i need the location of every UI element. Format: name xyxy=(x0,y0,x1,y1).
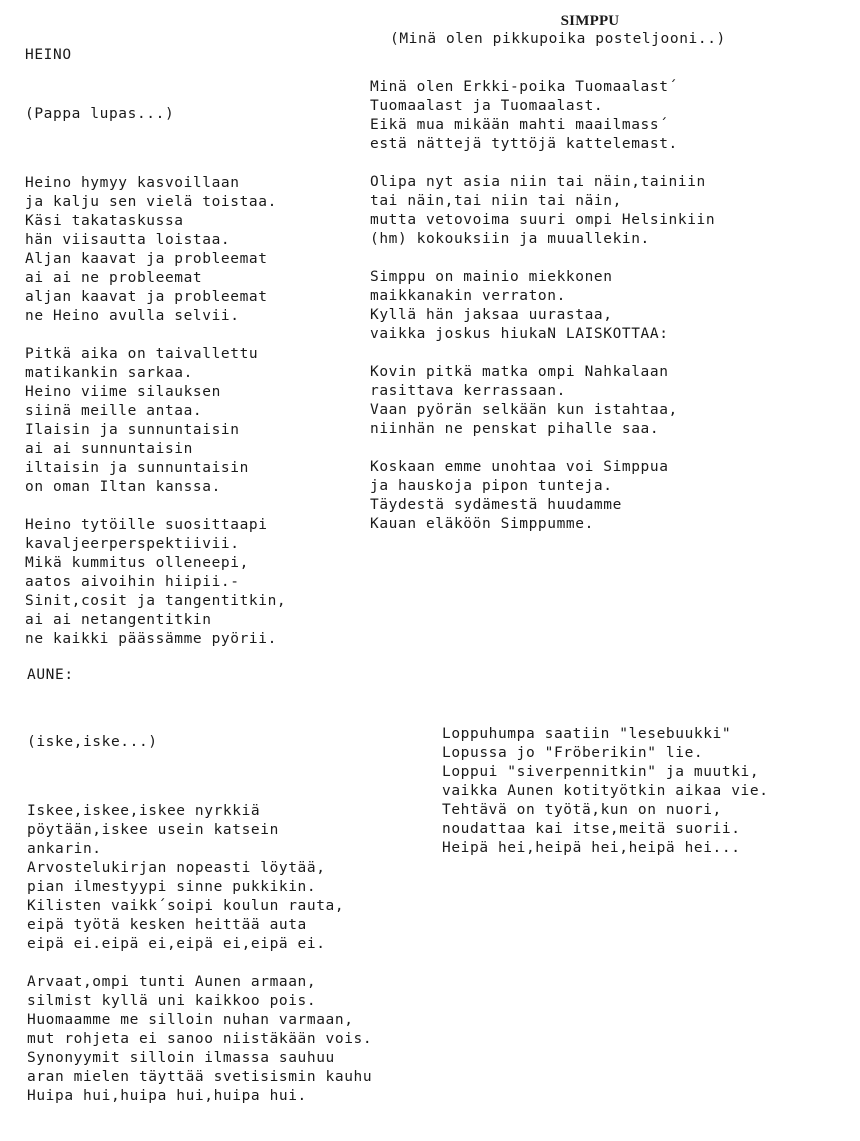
stanza xyxy=(370,458,830,534)
poem-line: rasittava kerrassaan. xyxy=(370,383,566,399)
stanza xyxy=(442,725,852,858)
poem-line: niinhän ne penskat pihalle saa. xyxy=(370,421,660,437)
poem-line: matikankin sarkaa. xyxy=(25,365,193,381)
poem-line: pian ilmestyypi sinne pukkikin. xyxy=(27,879,317,895)
simppu-section xyxy=(370,12,830,553)
poem-line: eipä ei.eipä ei,eipä ei,eipä ei. xyxy=(27,936,326,952)
poem-line: on oman Iltan kanssa. xyxy=(25,479,221,495)
poem-line: iltaisin ja sunnuntaisin xyxy=(25,460,249,476)
poem-line: Tuomaalast ja Tuomaalast. xyxy=(370,98,604,114)
poem-line: Pitkä aika on taivallettu xyxy=(25,346,259,362)
poem-line: Mikä kummitus olleneepi, xyxy=(25,555,249,571)
poem-line: ne Heino avulla selvii. xyxy=(25,308,240,324)
poem-line: aatos aivoihin hiipii.- xyxy=(25,574,240,590)
stanza xyxy=(370,173,830,249)
aune-subtitle: (iske,iske...) xyxy=(27,734,158,750)
heino-stanzas xyxy=(25,174,355,649)
poem-line: ai ai sunnuntaisin xyxy=(25,441,193,457)
stanza xyxy=(27,802,447,954)
poem-line: Heino viime silauksen xyxy=(25,384,221,400)
poem-line: vaikka joskus hiukaN LAISKOTTAA: xyxy=(370,326,669,342)
poem-line: Loppuhumpa saatiin "lesebuukki" xyxy=(442,726,732,742)
heino-title: HEINO xyxy=(25,47,72,63)
poem-line: pöytään,iskee usein katsein xyxy=(27,822,279,838)
poem-line: tai näin,tai niin tai näin, xyxy=(370,193,622,209)
stanza xyxy=(25,516,355,649)
poem-line: Heipä hei,heipä hei,heipä hei... xyxy=(442,840,741,856)
poem-line: Heino tytöille suosittaapi xyxy=(25,517,268,533)
poem-line: ja hauskoja pipon tunteja. xyxy=(370,478,613,494)
poem-line: hän viisautta loistaa. xyxy=(25,232,231,248)
poem-line: kavaljeerperspektiivii. xyxy=(25,536,240,552)
poem-line: Heino hymyy kasvoillaan xyxy=(25,175,240,191)
aune-title: AUNE: xyxy=(27,667,74,683)
poem-line: ankarin. xyxy=(27,841,102,857)
poem-line: Iskee,iskee,iskee nyrkkiä xyxy=(27,803,261,819)
poem-line: aran mielen täyttää svetisismin kauhu xyxy=(27,1069,373,1085)
poem-line: silmist kyllä uni kaikkoo pois. xyxy=(27,993,317,1009)
poem-line: Simppu on mainio miekkonen xyxy=(370,269,613,285)
poem-line: Arvaat,ompi tunti Aunen armaan, xyxy=(27,974,317,990)
simppu-stanzas xyxy=(370,78,830,534)
poem-line: Koskaan emme unohtaa voi Simppua xyxy=(370,459,669,475)
poem-line: eipä työtä kesken heittää auta xyxy=(27,917,307,933)
poem-line: aljan kaavat ja probleemat xyxy=(25,289,268,305)
poem-line: Eikä mua mikään mahti maailmass´ xyxy=(370,117,669,133)
poem-line: Loppui "siverpennitkin" ja muutki, xyxy=(442,764,760,780)
poem-line: Kyllä hän jaksaa uurastaa, xyxy=(370,307,613,323)
heino-subtitle: (Pappa lupas...) xyxy=(25,106,175,122)
poem-line: Täydestä sydämestä huudamme xyxy=(370,497,622,513)
poem-line: Käsi takataskussa xyxy=(25,213,184,229)
poem-line: mutta vetovoima suuri ompi Helsinkiin xyxy=(370,212,716,228)
aune-section xyxy=(27,634,447,1141)
poem-line: Lopussa jo "Fröberikin" lie. xyxy=(442,745,704,761)
stanza xyxy=(25,345,355,497)
poem-line: Arvostelukirjan nopeasti löytää, xyxy=(27,860,326,876)
poem-line: Kovin pitkä matka ompi Nahkalaan xyxy=(370,364,669,380)
poem-line: noudattaa kai itse,meitä suorii. xyxy=(442,821,741,837)
poem-line: siinä meille antaa. xyxy=(25,403,203,419)
poem-line: Vaan pyörän selkään kun istahtaa, xyxy=(370,402,678,418)
poem-line: ne kaikki päässämme pyörii. xyxy=(25,631,277,647)
poem-line: Huipa hui,huipa hui,huipa hui. xyxy=(27,1088,307,1104)
poem-line: Huomaamme me silloin nuhan varmaan, xyxy=(27,1012,354,1028)
stanza xyxy=(370,363,830,439)
poem-line: Kauan eläköön Simppumme. xyxy=(370,516,594,532)
simppu-subtitle: (Minä olen pikkupoika posteljooni..) xyxy=(390,31,726,47)
stanza xyxy=(370,268,830,344)
stanza xyxy=(370,78,830,154)
heino-section xyxy=(25,14,355,684)
poem-line: Kilisten vaikk´soipi koulun rauta, xyxy=(27,898,345,914)
poem-line: ai ai netangentitkin xyxy=(25,612,212,628)
poem-line: Sinit,cosit ja tangentitkin, xyxy=(25,593,287,609)
simppu-title: SIMPPU xyxy=(560,13,620,29)
aune-stanzas xyxy=(27,802,447,1106)
poem-line: (hm) kokouksiin ja muuallekin. xyxy=(370,231,650,247)
poem-line: estä nättejä tyttöjä kattelemast. xyxy=(370,136,678,152)
poem-line: mut rohjeta ei sanoo niistäkään vois. xyxy=(27,1031,373,1047)
poem-line: Olipa nyt asia niin tai näin,tainiin xyxy=(370,174,706,190)
poem-line: maikkanakin verraton. xyxy=(370,288,566,304)
stanza xyxy=(25,174,355,326)
poem-line: Tehtävä on työtä,kun on nuori, xyxy=(442,802,722,818)
loppu-section xyxy=(442,693,852,893)
poem-line: Aljan kaavat ja probleemat xyxy=(25,251,268,267)
poem-line: ai ai ne probleemat xyxy=(25,270,203,286)
poem-line: Minä olen Erkki-poika Tuomaalast´ xyxy=(370,79,678,95)
loppu-stanzas xyxy=(442,725,852,858)
poem-line: vaikka Aunen kotityötkin aikaa vie. xyxy=(442,783,769,799)
poem-line: Synonyymit silloin ilmassa sauhuu xyxy=(27,1050,335,1066)
stanza xyxy=(27,973,447,1106)
poem-line: Ilaisin ja sunnuntaisin xyxy=(25,422,240,438)
poem-line: ja kalju sen vielä toistaa. xyxy=(25,194,277,210)
